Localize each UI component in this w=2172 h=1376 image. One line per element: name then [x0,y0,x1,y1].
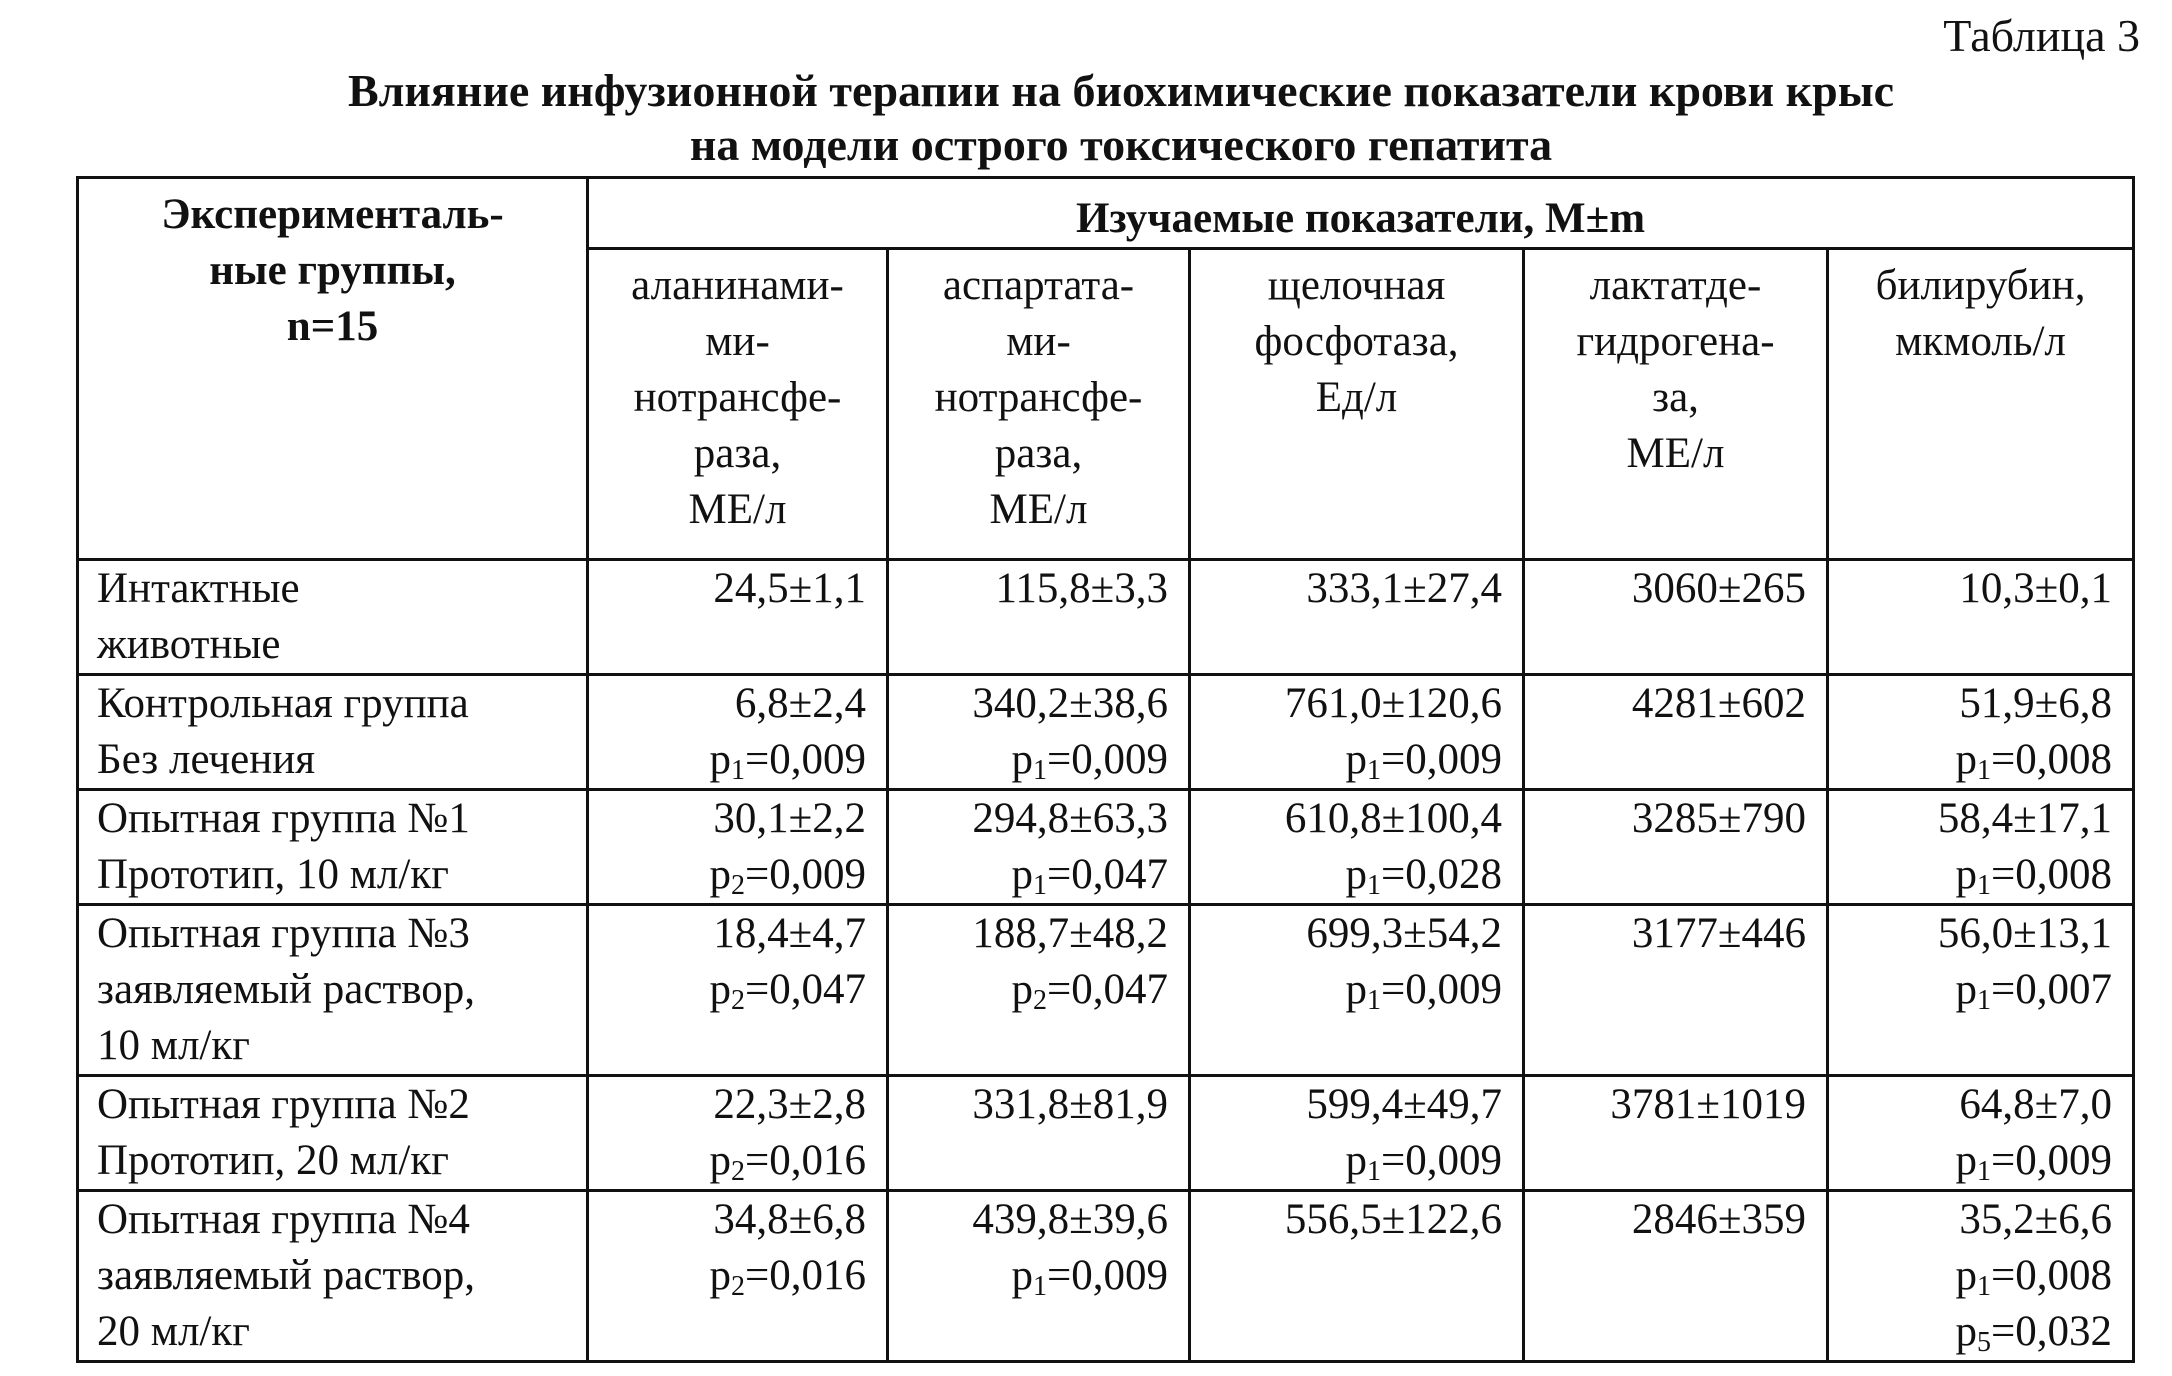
p-number: =0,007 [1991,966,2113,1013]
p-symbol: p [1955,1252,1978,1299]
p-symbol: p [1955,851,1978,898]
mean-sem-value: 35,2±6,6 [1959,1196,2113,1243]
group-label-line: Контрольная группа [97,680,469,727]
value-cell [588,560,888,675]
p-value [601,1248,866,1304]
value-cell [1828,1076,2134,1191]
p-value [1203,962,1502,1018]
mean-sem-value: 761,0±120,6 [1284,680,1502,727]
p-value [1841,1304,2112,1360]
table-row [78,905,2134,1076]
group-label-line: Интактные [97,565,300,612]
value-cell [588,675,888,790]
table-caption [0,64,2172,172]
p-index: 2 [730,870,745,901]
caption-line-2: на модели острого токсического гепатита [689,119,1553,170]
p-number: =0,009 [1380,966,1502,1013]
value-cell [888,1191,1190,1362]
value-cell [1524,1076,1828,1191]
group-label-cell [78,675,588,790]
column-header-line: МЕ/л [688,486,787,533]
mean-sem-value: 34,8±6,8 [713,1196,866,1243]
table-row [78,1191,2134,1362]
p-number: =0,009 [1991,1137,2113,1184]
mean-sem-value: 599,4±49,7 [1306,1081,1502,1128]
p-value [601,1133,866,1189]
column-header-line: нотрансфе- [934,374,1143,421]
column-header-line: аспартата- [942,262,1135,309]
mean-sem-value: 3285±790 [1631,795,1806,842]
mean-sem-value: 699,3±54,2 [1306,910,1502,957]
p-index: 1 [1977,985,1992,1016]
p-number: =0,009 [1380,736,1502,783]
mean-sem-value: 30,1±2,2 [713,795,866,842]
p-symbol: p [1011,851,1033,898]
p-value [1203,1133,1502,1189]
p-symbol: p [1345,966,1367,1013]
group-label-cell [78,1076,588,1191]
group-label-line: заявляемый раствор, [97,966,475,1013]
p-symbol: p [1011,966,1033,1013]
p-symbol: p [709,736,731,783]
value-cell [1190,675,1524,790]
p-index: 1 [1366,1156,1381,1187]
p-index: 1 [1977,870,1992,901]
mean-sem-value: 331,8±81,9 [972,1081,1168,1128]
mean-sem-value: 6,8±2,4 [734,680,866,727]
p-value [1841,1248,2112,1304]
p-index: 1 [1977,1156,1992,1187]
p-value [1203,732,1502,788]
group-label-cell [78,905,588,1076]
column-header-line: нотрансфе- [633,374,842,421]
group-label-line: Опытная группа №3 [97,910,470,957]
p-number: =0,016 [744,1252,866,1299]
caption-line-1: Влияние инфузионной терапии на биохимические показатели крови крыс [347,65,1895,116]
p-index: 1 [1032,1271,1047,1302]
p-index: 2 [730,1156,745,1187]
p-value [1841,732,2112,788]
mean-sem-value: 10,3±0,1 [1959,565,2113,612]
header-groups-cell [78,178,588,560]
p-value [1841,1133,2112,1189]
group-label-cell [78,790,588,905]
p-value [1203,847,1502,903]
p-value [601,847,866,903]
p-symbol: p [709,1252,731,1299]
p-number: =0,016 [744,1137,866,1184]
biochemistry-table [76,176,2135,1363]
column-header-line: ми- [1006,318,1071,365]
column-header-line: аланинами- [631,262,844,309]
header-groups-line: Эксперименталь- [161,191,504,238]
p-number: =0,009 [744,736,866,783]
p-index: 1 [1977,1271,1992,1302]
mean-sem-value: 340,2±38,6 [972,680,1168,727]
mean-sem-value: 3781±1019 [1610,1081,1806,1128]
p-value [901,1248,1168,1304]
mean-sem-value: 439,8±39,6 [972,1196,1168,1243]
value-cell [1524,675,1828,790]
p-value [901,962,1168,1018]
table-row [78,790,2134,905]
value-cell [1190,905,1524,1076]
group-label-cell [78,1191,588,1362]
mean-sem-value: 188,7±48,2 [972,910,1168,957]
column-header [888,249,1190,560]
value-cell [1828,790,2134,905]
group-label-line: Прототип, 10 мл/кг [97,851,449,898]
value-cell [888,675,1190,790]
p-number: =0,009 [1046,1252,1168,1299]
mean-sem-value: 333,1±27,4 [1306,565,1502,612]
p-value [901,847,1168,903]
p-symbol: p [1955,736,1978,783]
group-label-line: Прототип, 20 мл/кг [97,1137,449,1184]
p-number: =0,032 [1991,1308,2113,1355]
p-number: =0,009 [1046,736,1168,783]
p-symbol: p [709,851,731,898]
column-header-line: ми- [705,318,770,365]
column-header-line: раза, [994,430,1083,477]
value-cell [1190,1191,1524,1362]
mean-sem-value: 4281±602 [1631,680,1806,727]
value-cell [588,1076,888,1191]
p-index: 2 [730,1271,745,1302]
mean-sem-value: 58,4±17,1 [1937,795,2113,842]
column-header [1524,249,1828,560]
column-header-line: МЕ/л [1626,430,1725,477]
mean-sem-value: 64,8±7,0 [1959,1081,2113,1128]
column-header [1190,249,1524,560]
group-label-line: Опытная группа №1 [97,795,470,842]
value-cell [1828,1191,2134,1362]
table-number-label: Таблица 3 [1943,10,2140,61]
value-cell [888,790,1190,905]
value-cell [1524,790,1828,905]
p-number: =0,009 [744,851,866,898]
p-index: 1 [1977,755,1992,786]
p-index: 5 [1977,1327,1992,1358]
mean-sem-value: 3060±265 [1631,565,1806,612]
column-header-line: мкмоль/л [1895,318,2066,365]
column-header-line: Ед/л [1315,374,1398,421]
p-symbol: p [1011,736,1033,783]
group-label-cell [78,560,588,675]
value-cell [1828,560,2134,675]
value-cell [588,1191,888,1362]
column-header-line: щелочная [1267,262,1446,309]
mean-sem-value: 3177±446 [1631,910,1806,957]
p-value [601,962,866,1018]
value-cell [588,905,888,1076]
column-header-line: лактатде- [1589,262,1762,309]
value-cell [1524,905,1828,1076]
column-header-line: за, [1652,374,1699,421]
mean-sem-value: 18,4±4,7 [713,910,866,957]
header-groups-line: ные группы, [209,247,456,294]
mean-sem-value: 56,0±13,1 [1937,910,2113,957]
value-cell [888,560,1190,675]
p-number: =0,047 [1046,966,1168,1013]
p-symbol: p [1955,1308,1978,1355]
column-header [588,249,888,560]
value-cell [1190,790,1524,905]
column-header-line: билирубин, [1875,262,2086,309]
p-symbol: p [1955,1137,1978,1184]
column-header-line: МЕ/л [989,486,1088,533]
value-cell [1190,560,1524,675]
table-row [78,675,2134,790]
p-index: 1 [1366,985,1381,1016]
value-cell [1828,905,2134,1076]
p-symbol: p [1011,1252,1033,1299]
mean-sem-value: 24,5±1,1 [713,565,866,612]
p-symbol: p [1345,851,1367,898]
value-cell [1828,675,2134,790]
column-header-line: фосфотаза, [1254,318,1459,365]
mean-sem-value: 610,8±100,4 [1284,795,1502,842]
group-label-line: заявляемый раствор, [97,1252,475,1299]
column-header-line: раза, [693,430,782,477]
value-cell [1524,560,1828,675]
p-symbol: p [1345,1137,1367,1184]
p-number: =0,009 [1380,1137,1502,1184]
p-index: 1 [730,755,745,786]
p-value [601,732,866,788]
group-label-line: животные [97,621,281,668]
p-value [1841,847,2112,903]
group-label-line: 10 мл/кг [97,1022,250,1069]
mean-sem-value: 22,3±2,8 [713,1081,866,1128]
value-cell [1524,1191,1828,1362]
p-number: =0,047 [1046,851,1168,898]
p-number: =0,028 [1380,851,1502,898]
value-cell [888,905,1190,1076]
p-symbol: p [709,1137,731,1184]
table-row [78,1076,2134,1191]
p-index: 1 [1366,870,1381,901]
p-index: 2 [1032,985,1047,1016]
p-symbol: p [1955,966,1978,1013]
p-number: =0,047 [744,966,866,1013]
p-index: 1 [1032,755,1047,786]
p-number: =0,008 [1991,736,2113,783]
group-label-line: Опытная группа №4 [97,1196,470,1243]
column-header-line: гидрогена- [1576,318,1775,365]
p-index: 2 [730,985,745,1016]
group-label-line: Без лечения [97,736,316,783]
p-symbol: p [1345,736,1367,783]
p-symbol: p [709,966,731,1013]
value-cell [1190,1076,1524,1191]
group-label-line: Опытная группа №2 [97,1081,470,1128]
header-indicators-title: Изучаемые показатели, M±m [588,178,2134,249]
mean-sem-value: 294,8±63,3 [972,795,1168,842]
column-header [1828,249,2134,560]
p-value [901,732,1168,788]
mean-sem-value: 51,9±6,8 [1959,680,2113,727]
p-value [1841,962,2112,1018]
p-number: =0,008 [1991,851,2113,898]
p-index: 1 [1366,755,1381,786]
table-row [78,560,2134,675]
p-number: =0,008 [1991,1252,2113,1299]
header-groups-line: n=15 [286,303,379,350]
value-cell [888,1076,1190,1191]
p-index: 1 [1032,870,1047,901]
mean-sem-value: 556,5±122,6 [1284,1196,1502,1243]
value-cell [588,790,888,905]
mean-sem-value: 115,8±3,3 [995,565,1168,612]
group-label-line: 20 мл/кг [97,1308,250,1355]
mean-sem-value: 2846±359 [1631,1196,1806,1243]
